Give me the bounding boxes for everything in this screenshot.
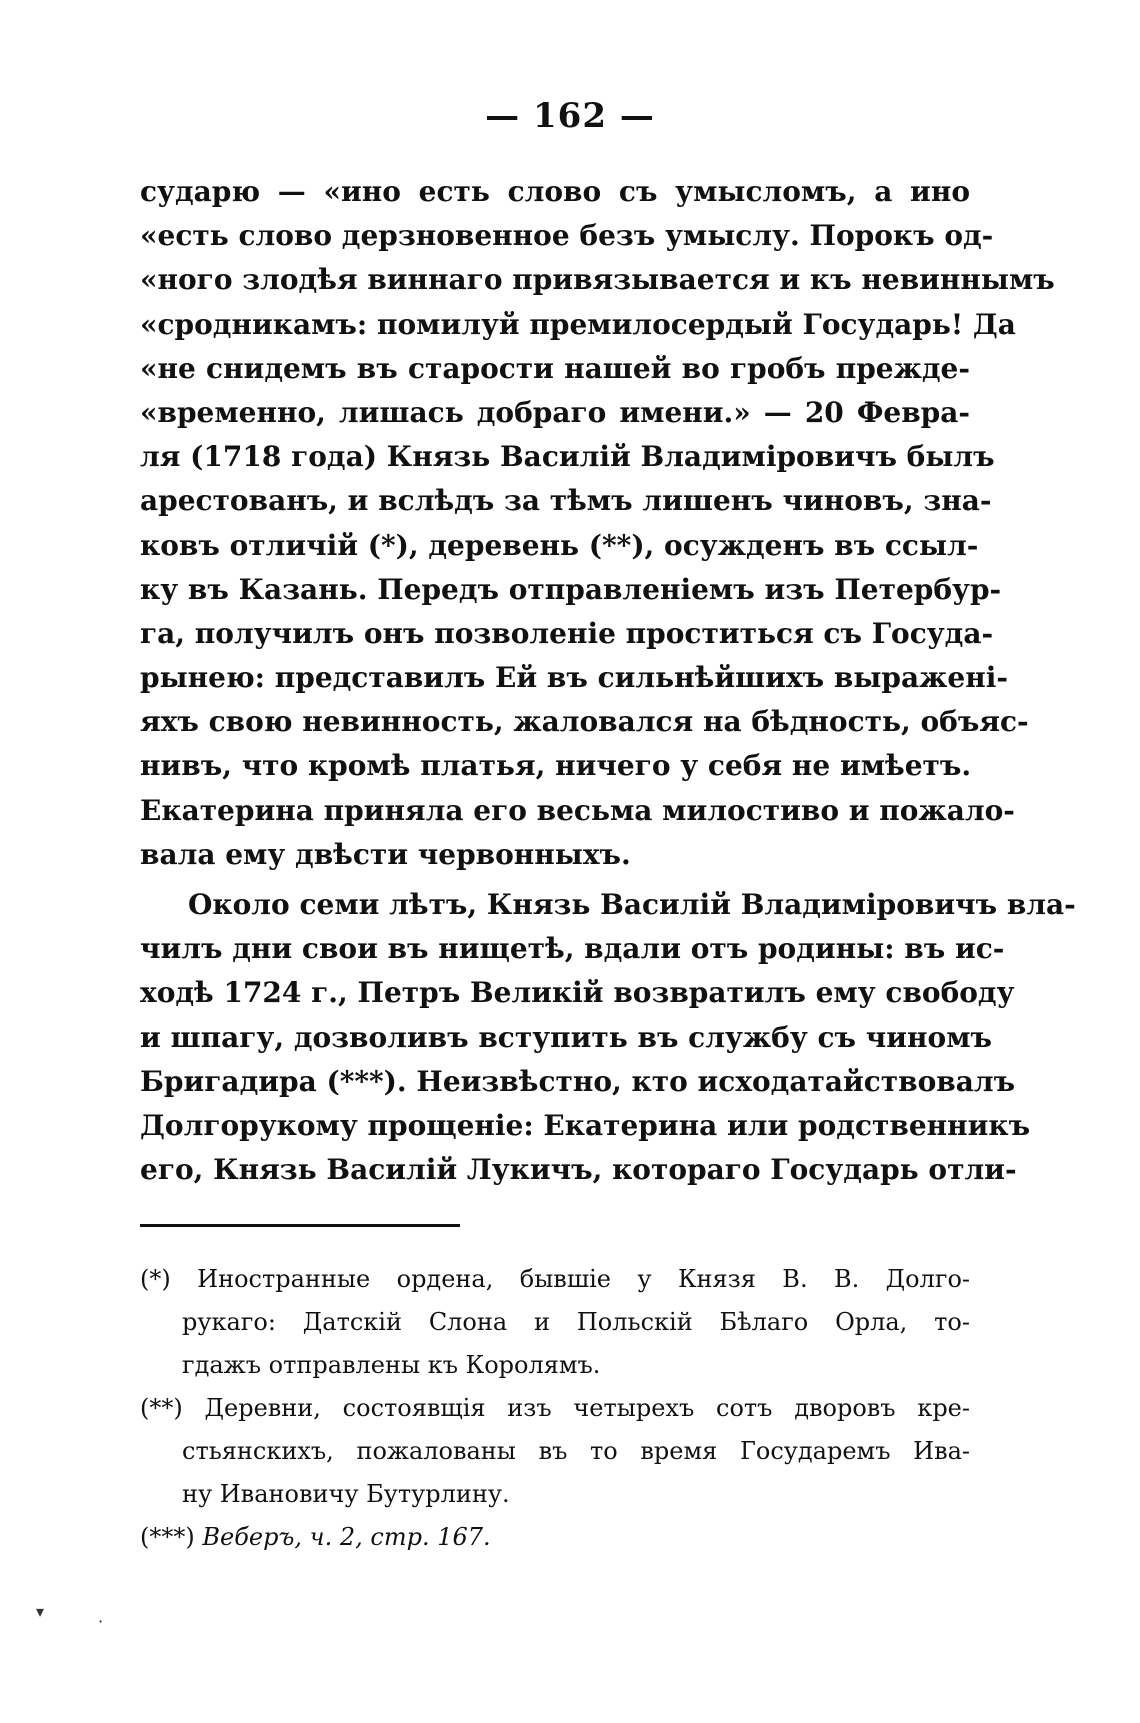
footnote-citation: Веберъ, ч. 2, стр. 167. xyxy=(202,1523,491,1551)
text-line: «есть слово дерзновенное безъ умыслу. Порокъ од- xyxy=(140,219,994,253)
footnotes xyxy=(140,1258,970,1559)
footnote-line: стьянскихъ, пожалованы въ то время Государемъ Ива- xyxy=(182,1437,970,1465)
text-line: и шпагу, дозволивъ вступить въ службу съ чиномъ xyxy=(140,1020,993,1054)
footnote-line: рукаго: Датскій Слона и Польскій Бѣлаго Орла, то- xyxy=(182,1308,970,1336)
text-line: «временно, лишась добраго имени.» — 20 Февра- xyxy=(140,395,970,429)
page-number: — 162 — xyxy=(485,96,655,136)
footnote-line: (**) Деревни, состоявщія изъ четырехъ сотъ дворовъ кре- xyxy=(140,1394,970,1422)
text-line: нивъ, что кромѣ платья, ничего у себя не имѣетъ. xyxy=(140,749,972,783)
text-line: «ного злодѣя виннаго привязывается и къ невиннымъ xyxy=(140,263,1055,297)
text-line: ходѣ 1724 г., Петръ Великій возвратилъ ему свободу xyxy=(140,976,1015,1010)
text-line: чилъ дни свои въ нищетѣ, вдали отъ родины: въ ис- xyxy=(140,932,1005,966)
text-line: арестованъ, и вслѣдъ за тѣмъ лишенъ чиновъ, зна- xyxy=(140,484,992,518)
text-line: Около семи лѣтъ, Князь Василій Владиміровичъ вла- xyxy=(188,888,1076,921)
footnote-separator xyxy=(140,1224,460,1227)
text-line: его, Князь Василій Лукичъ, котораго Государь отли- xyxy=(140,1153,1017,1187)
text-line: «сродникамъ: помилуй премилосердый Государь! Да xyxy=(140,307,1016,341)
footnote-line: гдажъ отправлены къ Королямъ. xyxy=(182,1351,601,1379)
text-line: ля (1718 года) Князь Василій Владиміровичъ былъ xyxy=(140,440,995,474)
footnote-mark: (***) xyxy=(140,1523,195,1551)
footnote-line: (*) Иностранные ордена, бывшіе у Князя В. В. Долго- xyxy=(140,1265,970,1293)
main-text xyxy=(140,170,1076,1192)
print-speck: ▾ xyxy=(36,1602,45,1621)
text-line: Екатерина приняла его весьма милостиво и пожало- xyxy=(140,793,1015,827)
print-speck: · xyxy=(98,1612,104,1631)
footnote-line: ну Ивановичу Бутурлину. xyxy=(182,1480,510,1508)
text-line: вала ему двѣсти червонныхъ. xyxy=(140,837,631,871)
text-line: ковъ отличій (*), деревень (**), осужденъ въ ссыл- xyxy=(140,528,979,562)
text-line: «не снидемъ въ старости нашей во гробъ прежде- xyxy=(140,351,970,385)
text-line: рынею: представилъ Ей въ сильнѣйшихъ выраженi- xyxy=(140,661,1008,695)
footnote-line xyxy=(140,1516,970,1559)
text-line: ку въ Казань. Передъ отправленіемъ изъ Петербур- xyxy=(140,572,1002,606)
text-line: Бригадира (***). Неизвѣстно, кто исходатайствовалъ xyxy=(140,1064,1016,1098)
text-line: яхъ свою невинность, жаловался на бѣдность, объяс- xyxy=(140,705,1029,739)
text-line: га, получилъ онъ позволеніе проститься съ Госуда- xyxy=(140,616,994,650)
text-line: Долгорукому прощеніе: Екатерина или родственникъ xyxy=(140,1108,1031,1142)
text-line: сударю — «ино есть слово съ умысломъ, а ино xyxy=(140,175,970,208)
